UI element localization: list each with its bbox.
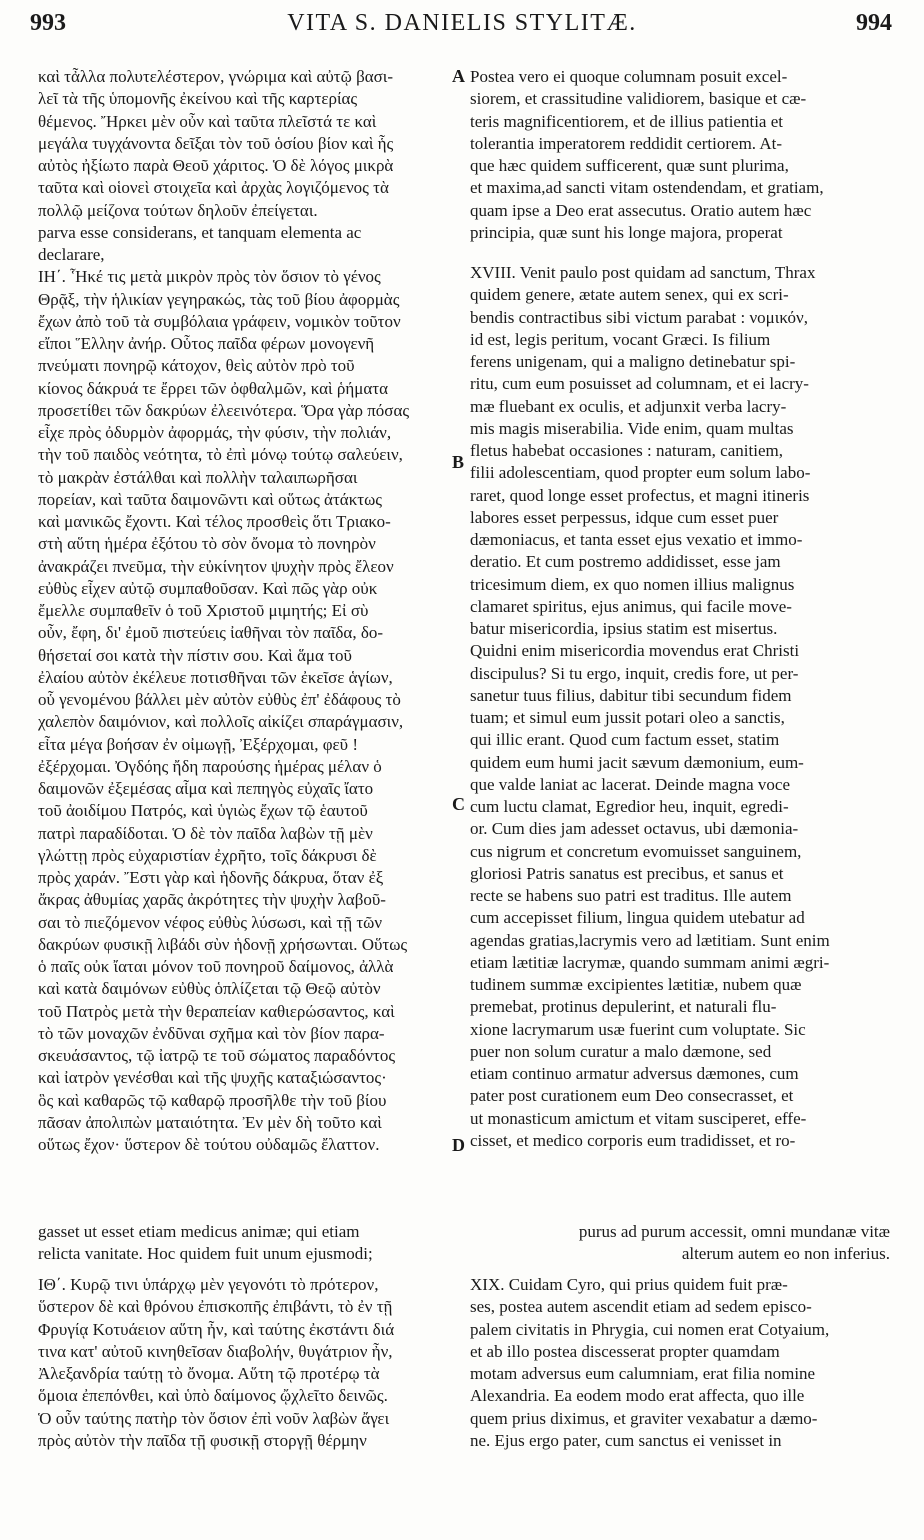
margin-marker-c: C (452, 794, 465, 814)
greek-line: οὕτως ἔχον· ὕστερον δὲ τούτου οὐδαμῶς ἔλαττον. (38, 1135, 380, 1154)
greek-line: ὕστερον δὲ καὶ θρόνου ἐπισκοπῆς ἐπιβάντι, τὸ ἐν τῇ (38, 1297, 393, 1317)
latin-line: sanetur tuus filius, dabitur tibi secundum fidem (470, 685, 792, 705)
latin-line: Quidni enim misericordia movendus erat Christi (470, 641, 800, 661)
greek-line: στὴ αὕτη ἡμέρα ἐξότου τὸ σὸν ὄνομα τὸ πονηρὸν (38, 534, 376, 554)
greek-line: καὶ ἰατρὸν γενέσθαι καὶ τῆς ψυχῆς καταξιώσαντος· (38, 1068, 387, 1088)
greek-line: τινα κατ' αὐτοῦ κινηθεῖσαν διαβολήν, θυγάτριον ἦν, (38, 1341, 393, 1361)
greek-line: σαι τὸ πιεζόμενον νέφος εὐθὺς λύσωσι, καὶ τῇ τῶν (38, 912, 383, 932)
greek-line: τοῦ Πατρὸς μετὰ τὴν θεραπείαν καθιερώσαντος, καὶ (38, 1001, 395, 1021)
latin-line: gloriosi Patris sanatus est precibus, et sanus et (470, 863, 784, 883)
latin-line: etiam continuo armatur adversus dæmones, cum (470, 1064, 799, 1083)
greek-line: δαιμονῶν ἐξεμέσας αἷμα καὶ πεπηγὸς εὐχαῖς ἴατο (38, 779, 374, 798)
greek-column-xix (38, 1274, 454, 1452)
full-width-text: purus ad purum accessit, omni mundanæ vitæ (578, 1222, 890, 1241)
latin-line: tuam; et simul eum jussit potari oleo a sanctis, (470, 708, 785, 727)
greek-line: πρὸς αὐτὸν τὴν παῖδα τῇ φυσικῇ στοργῇ θέρμην (38, 1430, 367, 1450)
greek-line: ἄκρας ἀθυμίας χαρᾶς ἀκρότητες τὴν ψυχὴν λαβοῦ- (38, 890, 386, 910)
greek-line: ἐξέρχομαι. Ὀγδόης ἤδη παρούσης ἡμέρας μέλαν ὁ (38, 756, 382, 776)
greek-line: εὐθὺς εἶχεν αὐτῷ συμπαθοῦσαν. Καὶ πῶς γὰρ οὐκ (38, 578, 378, 598)
left-page-number: 993 (30, 10, 66, 36)
margin-marker-d: D (452, 1135, 465, 1155)
greek-line: Φρυγίᾳ Κοτυάειον αὕτη ἦν, καὶ ταύτης ἐκστάντι διά (38, 1319, 395, 1339)
latin-line: principia, quæ sunt his longe majora, properat (470, 222, 783, 242)
greek-line: κίονος δάκρυά τε ἔρρει τῶν ὀφθαλμῶν, καὶ ῥήματα (38, 378, 388, 398)
full-width-text: relicta vanitate. Hoc quidem fuit unum ejusmodi; (38, 1244, 373, 1263)
latin-line: que valde laniat ac lacerat. Deinde magna voce (470, 774, 790, 794)
latin-line: raret, quod longe esset profectus, et magni itineris (470, 485, 810, 505)
greek-line: καὶ μανικῶς ἔχοντι. Καὶ τέλος προσθεὶς ὅτι Τριακο- (38, 512, 391, 531)
latin-line: mis magis miserabilia. Vide enim, quam multas (470, 418, 794, 438)
latin-line: et maxima,ad sancti vitam ostendendam, et gratiam, (470, 178, 824, 198)
margin-marker-b: B (452, 452, 465, 472)
latin-line: Alexandria. Ea eodem modo erat affecta, quo ille (470, 1386, 805, 1406)
greek-line: Ἀλεξανδρία ταύτῃ τὸ ὄνομα. Αὕτη τῷ προτέρῳ τὰ (38, 1364, 380, 1383)
greek-column (38, 66, 454, 1156)
greek-line: εἶτα μέγα βοήσαν ἐν οἰμωγῇ, Ἐξέρχομαι, φεῦ ! (38, 734, 358, 754)
latin-column-xix (470, 1274, 890, 1452)
latin-line: ritu, cum eum posuisset ad columnam, et ei lacry- (470, 374, 809, 394)
latin-line: que hæc quidem sufficerent, quæ sunt plurima, (470, 156, 789, 175)
greek-line: τὸ τῶν μοναχῶν ἐνδῦναι σχῆμα καὶ τὸν βίον παρα- (38, 1023, 385, 1043)
right-page-number: 994 (856, 10, 892, 36)
greek-line: ἐλαίου αὐτὸν ἐκέλευε ποτισθῆναι τῶν ἐκεῖσε ἁγίων, (38, 667, 393, 687)
greek-line: θήσεταί σοι κατὰ τὴν πίστιν σου. Καὶ ἅμα τοῦ (38, 645, 352, 665)
greek-line: πολλῷ μείζονα τούτων δηλοῦν ἐπείγεται. (38, 200, 318, 220)
latin-line: fletus habebat occasiones : naturam, canitiem, (470, 441, 783, 460)
latin-line: quidem genere, ætate autem senex, qui ex scri- (470, 285, 789, 305)
latin-line: quam ipse a Deo erat assecutus. Oratio autem hæc (470, 200, 812, 220)
greek-line: πρὸς χαράν. Ἔστι γὰρ καὶ ἡδονῆς δάκρυα, ὅταν ἐξ (38, 868, 384, 887)
greek-line: προσετίθει τῶν δακρύων ἐλεεινότερα. Ὅρα γὰρ πόσας (38, 400, 410, 420)
running-title: VITA S. DANIELIS STYLITÆ. (287, 10, 637, 36)
latin-line: XIX. Cuidam Cyro, qui prius quidem fuit præ- (470, 1275, 788, 1294)
latin-line: ut monasticum amictum et vitam susciperet, effe- (470, 1108, 807, 1128)
latin-wrap-line: parva esse considerans, et tanquam elementa ac (38, 222, 362, 242)
greek-line: πατρὶ παραδίδοται. Ὁ δὲ τὸν παῖδα λαβὼν τῇ μὲν (38, 823, 373, 843)
greek-line: μεγάλα τυγχάνοντα δεῖξαι τὸν τοῦ ὁσίου βίον καὶ ἧς (38, 133, 394, 153)
latin-line: motam adversus eum calumniam, erat filia nomine (470, 1364, 816, 1383)
latin-line: Postea vero ei quoque columnam posuit excel- (470, 67, 788, 86)
greek-line: ἀνακράζει πνεῦμα, τὴν εὐκίνητον ψυχὴν πρὸς ἔλεον (38, 556, 394, 576)
greek-line: τὸ μακρὰν ἐστάλθαι καὶ πολλὴν ταλαιπωρῆσαι (38, 467, 358, 487)
latin-line: clamaret spiritus, ejus animus, qui facile move- (470, 596, 792, 616)
full-width-row (38, 1221, 890, 1243)
greek-line: γλώττῃ πρὸς εὐχαριστίαν ἐχρῆτο, τοῖς δάκρυσι δὲ (38, 845, 377, 865)
latin-line: siorem, et crassitudine validiorem, basique et cæ- (470, 89, 807, 109)
latin-line: etiam lætitiæ lacrymæ, quando summam animi ægri- (470, 952, 830, 972)
greek-line: θέμενος. Ἤρκει μὲν οὖν καὶ ταῦτα πλεῖστά τε καὶ (38, 111, 377, 131)
greek-line: ἔχων ἀπὸ τοῦ τὰ συμβόλαια γράφειν, νομικὸν τοῦτον (38, 311, 401, 331)
latin-line: or. Cum dies jam adesset octavus, ubi dæmonia- (470, 819, 799, 839)
latin-line: cus nigrum et concretum evomuisset sanguinem, (470, 841, 802, 861)
full-width-row (38, 1243, 890, 1265)
latin-line: recte se habens suo patri est traditus. Ille autem (470, 886, 792, 905)
greek-line: ταῦτα καὶ οἱονεὶ στοιχεῖα καὶ ἀρχὰς λογιζόμενος τὰ (38, 178, 389, 198)
latin-line: mæ fluebant ex oculis, et adjunxit verba lacry- (470, 396, 787, 416)
greek-line: ὁ παῖς οὐκ ἴαται μόνον τοῦ πονηροῦ δαίμονος, ἀλλὰ (38, 957, 394, 976)
greek-line: τοῦ ἀοιδίμου Πατρός, καὶ ὑγιὼς ἔχων τῷ ἑαυτοῦ (38, 801, 368, 821)
latin-line: agendas gratias,lacrymis vero ad lætitiam. Sunt enim (470, 930, 830, 950)
latin-line: cisset, et medico corporis eum tradidisset, et ro- (470, 1130, 796, 1150)
latin-line: tricesimum diem, ex quo nomen illius malignus (470, 574, 795, 594)
latin-line: pater post curationem eum Deo consecrasset, et (470, 1086, 794, 1106)
latin-line: cum accepisset filium, lingua quidem utebatur ad (470, 908, 805, 928)
latin-line: ne. Ejus ergo pater, cum sanctus ei venisset in (470, 1430, 782, 1450)
greek-line: εἴποι Ἕλλην ἀνήρ. Οὗτος παῖδα φέρων μονογενῆ (38, 334, 375, 353)
greek-line: δακρύων φυσικῇ λιβάδι σὺν ἡδονῇ χρήσωνται. Οὕτως (38, 934, 408, 954)
latin-line: qui illic erant. Quod cum factum esset, statim (470, 730, 780, 750)
greek-line: οὗ γενομένου βάλλει μὲν αὐτὸν εὐθὺς ἐπ' ἐδάφους τὸ (38, 690, 401, 709)
latin-line: labores esset perpessus, idque cum esset puer (470, 507, 779, 527)
greek-line: ὅμοια ἐπεπόνθει, καὶ ὑπὸ δαίμονος ᾤχλεῖτο δεινῶς. (38, 1386, 388, 1406)
greek-line: τὴν τοῦ παιδὸς νεότητα, τὸ ἐπὶ μόνῳ τούτῳ σαλεύειν, (38, 445, 403, 465)
greek-line: πορείαν, καὶ ταῦτα δαιμονῶντι καὶ οὕτως ἀτάκτως (38, 489, 383, 509)
full-width-text: alterum autem eo non inferius. (681, 1244, 890, 1263)
latin-wrap-line: declarare, (38, 245, 105, 264)
latin-line: tolerantia imperatorem reddidit certiorem. At- (470, 133, 783, 153)
latin-column (470, 66, 890, 1152)
greek-line: πνεύματι πονηρῷ κάτοχον, θεὶς αὐτὸν πρὸ τοῦ (38, 356, 355, 376)
latin-line: puer non solum curatur a malo dæmone, sed (470, 1041, 772, 1061)
greek-line: ὃς καὶ καθαρῶς τῷ καθαρῷ προσῆλθε τὴν τοῦ βίου (38, 1090, 387, 1110)
greek-line: Ὁ οὖν ταύτης πατὴρ τὸν ὅσιον ἐπὶ νοῦν λαβὼν ἄγει (38, 1408, 390, 1428)
latin-line: et ab illo postea discesserat propter quamdam (470, 1341, 780, 1361)
latin-line: quem prius diximus, et graviter vexabatur a dæmo- (470, 1408, 818, 1428)
greek-line: λεῖ τὰ τῆς ὑπομονῆς ἐκείνου καὶ τῆς καρτερίας (38, 89, 358, 109)
greek-line: καὶ τἆλλα πολυτελέστερον, γνώριμα καὶ αὐτῷ βασι- (38, 67, 394, 86)
greek-line: καὶ κατὰ δαιμόνων εὐθὺς ὁπλίζεται τῷ Θεῷ αὐτὸν (38, 979, 381, 999)
greek-line: αὐτὸς ἠξίωτο παρὰ Θεοῦ χάριτος. Ὁ δὲ λόγος μικρὰ (38, 156, 394, 175)
latin-line: ferens unigenam, qui a maligno detinebatur spi- (470, 352, 796, 371)
greek-line: εἶχε πρὸς ὀδυρμὸν ἀφορμάς, τὴν φύσιν, τὴν πολιάν, (38, 423, 392, 442)
latin-line: dæmoniacus, et tanta esset ejus vexatio et immo- (470, 530, 803, 549)
latin-line: id est, legis peritum, vocant Græci. Is filium (470, 329, 771, 349)
greek-line: χαλεπὸν δαιμόνιον, καὶ πολλοῖς αἰκίζει σπαράγμασιν, (38, 712, 404, 732)
latin-line: tudinem summæ excipientes lætitiæ, nubem quæ (470, 975, 802, 994)
latin-line: cum luctu clamat, Egredior heu, inquit, egredi- (470, 797, 789, 816)
latin-line: teris magnificentiorem, et de illius patientia et (470, 111, 783, 131)
full-width-lines (38, 1221, 890, 1265)
greek-line: Θρᾷξ, τὴν ἡλικίαν γεγηρακώς, τὰς τοῦ βίου ἀφορμὰς (38, 289, 400, 309)
latin-line: XVIII. Venit paulo post quidam ad sanctum, Thrax (470, 263, 816, 282)
latin-line: filii adolescentiam, quod propter eum solum labo- (470, 463, 811, 483)
greek-line: ἔμελλε συμπαθεῖν ὁ τοῦ Χριστοῦ μιμητής; Εἰ σὺ (38, 601, 369, 620)
page-header (0, 10, 924, 46)
latin-line: deratio. Et cum postremo addidisset, esse jam (470, 552, 781, 572)
greek-line: ΙΗ΄. Ἧκέ τις μετὰ μικρὸν πρὸς τὸν ὅσιον τὸ γένος (38, 267, 381, 287)
latin-line: xione lacrymarum usæ fuerint cum voluptate. Sic (470, 1019, 806, 1039)
latin-line: ses, postea autem ascendit etiam ad sedem episco- (470, 1297, 812, 1317)
greek-line: σκευάσαντος, τῷ ἰατρῷ τε τοῦ σώματος παραδόντος (38, 1046, 396, 1065)
latin-line: premebat, protinus depulerint, et naturali flu- (470, 997, 777, 1017)
latin-line: batur misericordia, ipsius statim est misertus. (470, 619, 778, 638)
margin-marker-a: A (452, 66, 465, 86)
full-width-text: gasset ut esset etiam medicus animæ; qui etiam (38, 1222, 360, 1241)
latin-line: discipulus? Si tu ergo, inquit, credis fore, ut per- (470, 663, 799, 683)
latin-line: palem civitatis in Phrygia, cui nomen erat Cotyaium, (470, 1319, 830, 1339)
greek-line: ΙΘ΄. Κυρῷ τινι ὑπάρχῳ μὲν γεγονότι τὸ πρότερον, (38, 1275, 379, 1294)
greek-line: πᾶσαν ἀπολιπὼν ματαιότητα. Ἐν μὲν δὴ τοῦτο καὶ (38, 1112, 382, 1132)
latin-line: quidem eum humi jacit sævum dæmonium, eum- (470, 752, 804, 772)
latin-line: bendis contractibus sibi victum parabat : νομικόν, (470, 307, 808, 327)
greek-line: οὖν, ἔφη, δι' ἐμοῦ πιστεύεις ἰαθῆναι τὸν παῖδα, δο- (38, 623, 384, 643)
